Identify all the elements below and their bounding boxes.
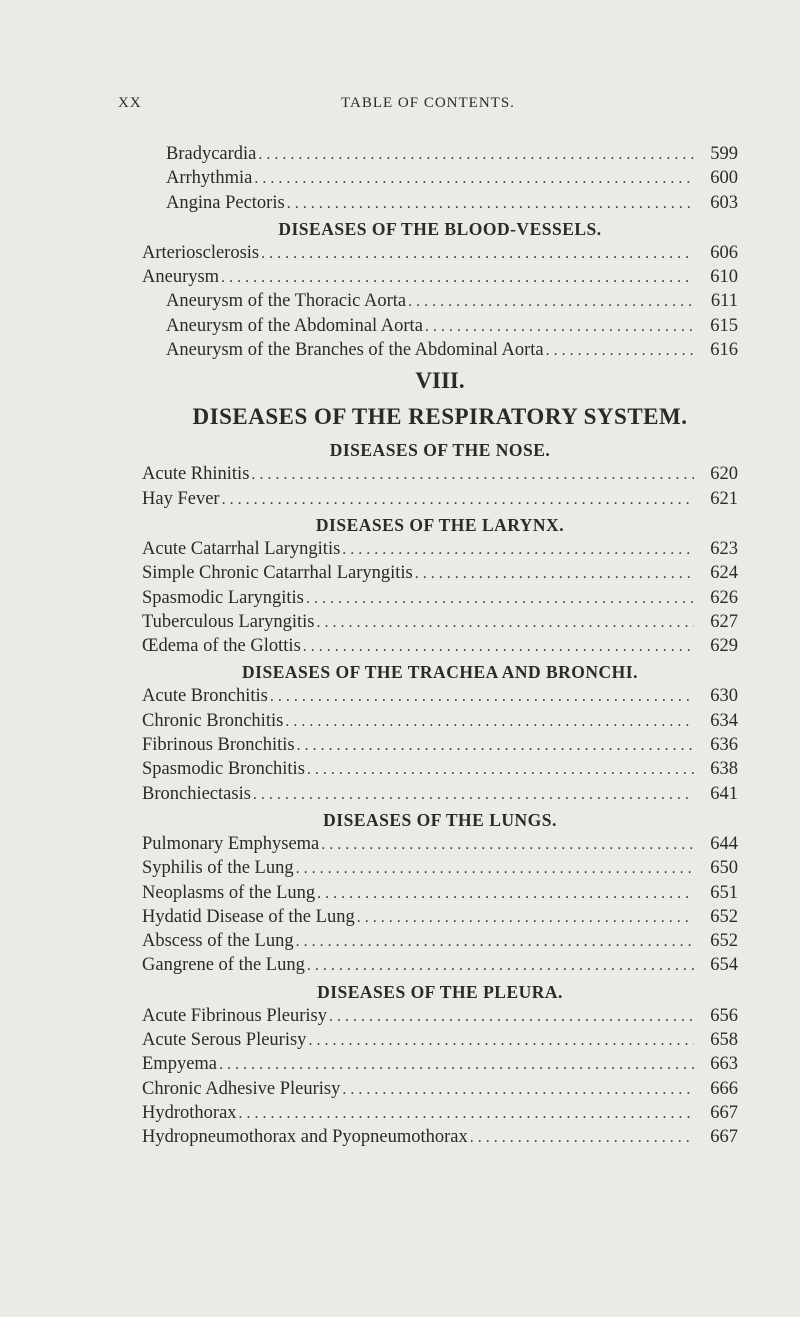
toc-entry-page: 656 <box>710 1005 738 1026</box>
dot-leader <box>251 462 694 487</box>
toc-entry-page: 611 <box>710 291 738 312</box>
toc-entry-label: Angina Pectoris <box>166 192 285 213</box>
toc-entry-page: 658 <box>710 1030 738 1051</box>
toc-entry-label: Tuberculous Laryngitis <box>142 611 315 632</box>
toc-entry-page: 615 <box>710 315 738 336</box>
toc-entry <box>142 929 738 953</box>
dot-leader <box>308 1028 694 1053</box>
toc-entry <box>142 314 738 338</box>
part-title: DISEASES OF THE RESPIRATORY SYSTEM. <box>192 404 688 430</box>
toc-entry <box>142 561 738 585</box>
toc-entry-page: 652 <box>710 931 738 952</box>
toc-entry-page: 644 <box>710 833 738 854</box>
dot-leader <box>317 610 695 635</box>
toc-entry <box>142 289 738 313</box>
toc-entry-label: Empyema <box>142 1054 218 1075</box>
toc-entry-page: 626 <box>710 587 738 608</box>
toc-entry <box>142 462 738 486</box>
toc-entry-label: Hydropneumothorax and Pyopneumothorax <box>142 1127 468 1148</box>
section-heading: DISEASES OF THE PLEURA. <box>317 981 563 1002</box>
dot-leader <box>306 586 694 611</box>
dot-leader <box>296 929 694 954</box>
dot-leader <box>222 487 694 512</box>
toc-entry-page: 600 <box>710 168 738 189</box>
toc-entry-label: Acute Rhinitis <box>142 464 250 485</box>
toc-entry-label: Spasmodic Laryngitis <box>142 587 304 608</box>
toc-entry-page: 666 <box>710 1078 738 1099</box>
toc-entry-label: Neoplasms of the Lung <box>142 882 316 903</box>
toc-entry <box>142 856 738 880</box>
toc-entry-label: Hydatid Disease of the Lung <box>142 906 355 927</box>
toc-entry-page: 641 <box>710 783 738 804</box>
toc-entry-page: 610 <box>710 267 738 288</box>
dot-leader <box>357 905 694 930</box>
toc-entry <box>142 832 738 856</box>
section-heading: DISEASES OF THE LUNGS. <box>323 809 557 830</box>
toc-entry-label: Œdema of the Glottis <box>142 636 301 657</box>
toc-entry-page: 629 <box>710 636 738 657</box>
toc-entry-label: Acute Catarrhal Laryngitis <box>142 538 341 559</box>
toc-entry-label: Pulmonary Emphysema <box>142 833 320 854</box>
toc-entry-label: Simple Chronic Catarrhal Laryngitis <box>142 563 413 584</box>
dot-leader <box>321 832 694 857</box>
toc-entry-page: 627 <box>710 611 738 632</box>
toc-entry-page: 667 <box>710 1127 738 1148</box>
toc-entry <box>142 338 738 362</box>
toc-entry <box>142 733 738 757</box>
dot-leader <box>303 634 694 659</box>
dot-leader <box>287 191 694 216</box>
toc-entry <box>142 953 738 977</box>
toc-entry-page: 599 <box>710 144 738 164</box>
toc-entry <box>142 537 738 561</box>
toc-entry <box>142 241 738 265</box>
toc-entry <box>142 905 738 929</box>
toc-entry-page: 654 <box>710 955 738 976</box>
toc-entry <box>142 684 738 708</box>
toc-entry <box>142 1052 738 1076</box>
toc-entry-label: Acute Bronchitis <box>142 686 268 707</box>
dot-leader <box>329 1004 694 1029</box>
toc-entry-label: Aneurysm of the Abdominal Aorta <box>166 315 423 336</box>
toc-entry <box>142 142 738 166</box>
section-heading: DISEASES OF THE LARYNX. <box>315 514 565 535</box>
toc-entry-page: 616 <box>710 340 738 361</box>
dot-leader <box>317 881 694 906</box>
dot-leader <box>425 314 694 339</box>
toc-entry-label: Acute Fibrinous Pleurisy <box>142 1005 327 1026</box>
toc-entry-page: 603 <box>710 192 738 213</box>
section-heading: DISEASES OF THE BLOOD-VESSELS. <box>278 218 602 239</box>
toc-entry-page: 606 <box>710 242 738 263</box>
running-title: TABLE OF CONTENTS. <box>341 95 515 111</box>
toc-entry-page: 623 <box>710 538 738 559</box>
toc-entry <box>142 1077 738 1101</box>
dot-leader <box>221 265 694 290</box>
toc-entry <box>142 586 738 610</box>
dot-leader <box>253 782 694 807</box>
toc-entry-page: 620 <box>710 464 738 485</box>
dot-leader <box>307 953 694 978</box>
toc-entry-label: Hydrothorax <box>142 1102 237 1123</box>
dot-leader <box>415 561 694 586</box>
toc-entry-page: 652 <box>710 906 738 927</box>
dot-leader <box>219 1052 694 1077</box>
toc-entry-page: 621 <box>710 488 738 509</box>
toc-entry-page: 650 <box>710 858 738 879</box>
dot-leader <box>408 289 694 314</box>
toc-entry <box>142 881 738 905</box>
toc-entry-label: Fibrinous Bronchitis <box>142 735 295 756</box>
dot-leader <box>342 537 694 562</box>
dot-leader <box>297 733 694 758</box>
toc-entry-label: Chronic Adhesive Pleurisy <box>142 1078 341 1099</box>
toc-entry-page: 651 <box>710 882 738 903</box>
toc-entry-page: 667 <box>710 1102 738 1123</box>
toc-entry-label: Spasmodic Bronchitis <box>142 759 305 780</box>
dot-leader <box>307 757 694 782</box>
toc-entry <box>142 1101 738 1125</box>
toc-entry-page: 634 <box>710 710 738 731</box>
toc-entry <box>142 757 738 781</box>
toc-entry-page: 663 <box>710 1054 738 1075</box>
toc-entry <box>142 1004 738 1028</box>
toc-entry-page: 638 <box>710 759 738 780</box>
toc-entry <box>142 1028 738 1052</box>
section-heading: DISEASES OF THE NOSE. <box>329 440 551 461</box>
toc-entry-page: 630 <box>710 686 738 707</box>
dot-leader <box>546 338 694 363</box>
toc-entry-page: 636 <box>710 735 738 756</box>
toc-entry <box>142 709 738 733</box>
toc-entry-label: Gangrene of the Lung <box>142 955 305 976</box>
dot-leader <box>296 856 694 881</box>
dot-leader <box>258 142 694 167</box>
toc-entry <box>142 191 738 215</box>
toc-entry-label: Abscess of the Lung <box>142 931 294 952</box>
toc-entry-label: Hay Fever <box>142 488 220 509</box>
table-of-contents <box>142 142 738 1150</box>
toc-entry <box>142 265 738 289</box>
toc-entry <box>142 782 738 806</box>
toc-entry <box>142 1125 738 1149</box>
dot-leader <box>470 1125 694 1150</box>
toc-entry-label: Syphilis of the Lung <box>142 858 294 879</box>
section-heading: DISEASES OF THE TRACHEA AND BRONCHI. <box>242 662 638 683</box>
toc-entry-label: Aneurysm of the Thoracic Aorta <box>166 291 407 312</box>
toc-entry-label: Bradycardia <box>166 144 257 164</box>
toc-entry-label: Aneurysm of the Branches of the Abdominal Aorta <box>166 340 544 361</box>
toc-entry-label: Arteriosclerosis <box>142 242 260 263</box>
dot-leader <box>270 684 694 709</box>
toc-entry <box>142 487 738 511</box>
toc-entry <box>142 634 738 658</box>
toc-entry-label: Acute Serous Pleurisy <box>142 1030 307 1051</box>
page-number: XX <box>118 95 142 111</box>
dot-leader <box>261 241 694 266</box>
toc-entry-label: Chronic Bronchitis <box>142 710 284 731</box>
toc-entry-label: Bronchiectasis <box>142 783 251 804</box>
toc-entry <box>142 610 738 634</box>
toc-entry <box>142 166 738 190</box>
toc-entry-page: 624 <box>710 563 738 584</box>
toc-entry-label: Aneurysm <box>142 267 220 288</box>
dot-leader <box>239 1101 694 1126</box>
dot-leader <box>254 166 694 191</box>
toc-entry-label: Arrhythmia <box>166 168 253 189</box>
part-number: VIII. <box>415 368 465 394</box>
dot-leader <box>285 709 694 734</box>
dot-leader <box>342 1077 694 1102</box>
